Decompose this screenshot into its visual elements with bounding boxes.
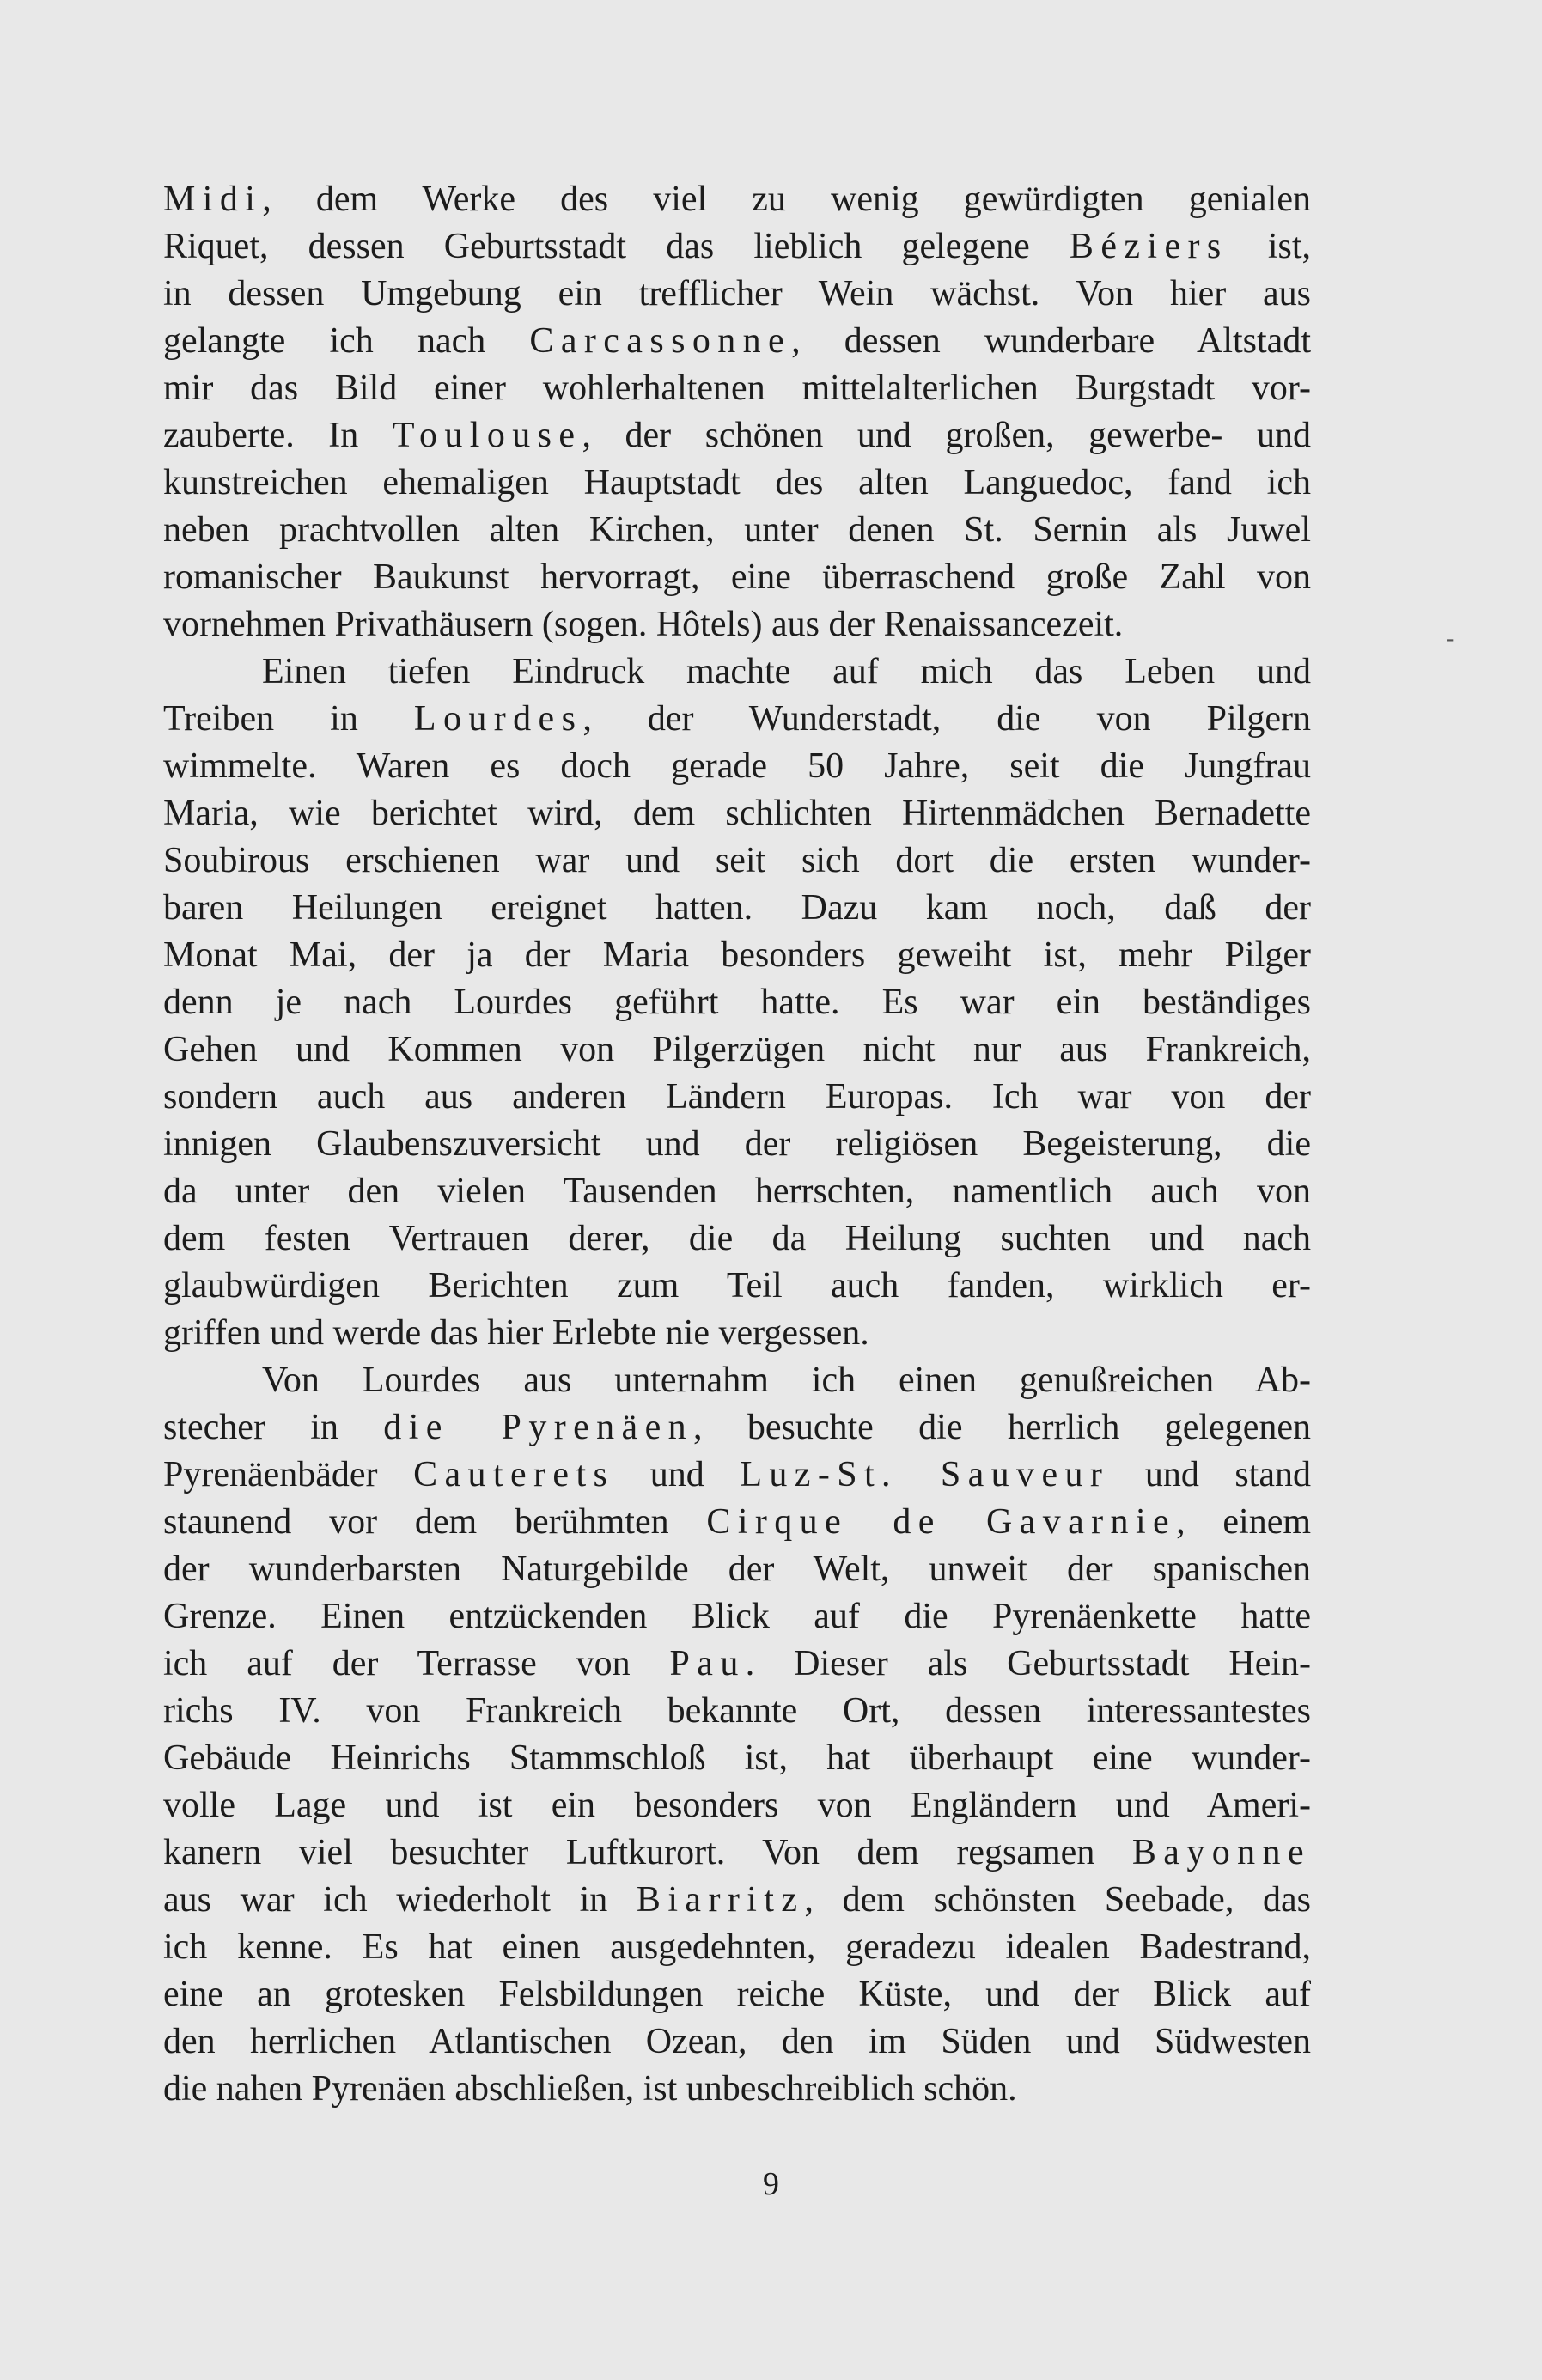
text-segment: Von Lourdes aus unternahm ich einen genußreichen Ab- <box>262 1360 1311 1400</box>
text-segment: Maria, wie berichtet wird, dem schlichten Hirtenmädchen Bernadette <box>163 794 1311 833</box>
text-line <box>163 790 1311 837</box>
emphasized-place-name: Bayonne <box>1131 1833 1311 1872</box>
text-line <box>163 1357 1311 1404</box>
text-line <box>163 1404 1311 1452</box>
text-line <box>163 223 1311 271</box>
text-segment: den herrlichen Atlantischen Ozean, den im Süden und Südwesten <box>163 2022 1311 2061</box>
text-segment: denn je nach Lourdes geführt hatte. Es war ein beständiges <box>163 983 1311 1022</box>
emphasized-place-name: die Pyrenäen <box>383 1408 694 1447</box>
text-segment: , der Wunderstadt, die von Pilgern <box>582 699 1311 739</box>
text-segment: Riquet, dessen Geburtsstadt das lieblich gelegene <box>163 227 1070 266</box>
emphasized-place-name: Cauterets <box>413 1455 615 1494</box>
text-segment: Soubirous erschienen war und seit sich dort die ersten wunder- <box>163 841 1311 880</box>
text-line <box>163 1829 1311 1877</box>
text-line <box>163 271 1311 318</box>
text-line <box>163 1735 1311 1782</box>
emphasized-place-name: Lourdes <box>413 699 583 739</box>
text-line <box>163 1924 1311 1971</box>
text-segment: staunend vor dem berühmten <box>163 1502 707 1542</box>
text-segment: , dessen wunderbare Altstadt <box>791 321 1311 361</box>
text-segment: und stand <box>1109 1455 1311 1494</box>
text-segment: kunstreichen ehemaligen Hauptstadt des alten Languedoc, fand ich <box>163 463 1311 502</box>
text-segment: in dessen Umgebung ein trefflicher Wein wächst. Von hier aus <box>163 274 1311 313</box>
text-segment: vornehmen Privathäusern (sogen. Hôtels) aus der Renaissancezeit. <box>163 605 1124 644</box>
text-segment: mir das Bild einer wohlerhaltenen mittelalterlichen Burgstadt vor- <box>163 368 1311 408</box>
text-segment: Gehen und Kommen von Pilgerzügen nicht nur aus Frankreich, <box>163 1030 1311 1069</box>
text-segment: der wunderbarsten Naturgebilde der Welt, unweit der spanischen <box>163 1549 1311 1589</box>
text-segment: Pyrenäenbäder <box>163 1455 414 1494</box>
text-segment: Treiben in <box>163 699 414 739</box>
text-segment: neben prachtvollen alten Kirchen, unter denen St. Sernin als Juwel <box>163 510 1311 550</box>
text-line <box>163 460 1311 507</box>
emphasized-place-name: Carcassonne <box>529 321 792 361</box>
margin-mark: - <box>1446 625 1454 652</box>
text-segment: , einem <box>1176 1502 1311 1542</box>
text-line <box>163 412 1311 460</box>
text-segment: kanern viel besuchter Luftkurort. Von dem regsamen <box>163 1833 1132 1872</box>
text-line <box>163 1546 1311 1593</box>
text-line <box>163 932 1311 979</box>
text-line <box>163 1688 1311 1735</box>
text-line <box>163 1877 1311 1924</box>
text-segment: , besuchte die herrlich gelegenen <box>693 1408 1312 1447</box>
text-line <box>163 837 1311 885</box>
text-line <box>163 507 1311 554</box>
text-line <box>163 176 1311 223</box>
text-segment: , dem Werke des viel zu wenig gewürdigten genialen <box>262 180 1311 219</box>
body-text <box>163 176 1311 2113</box>
emphasized-place-name: Cirque de Gavarnie <box>706 1502 1177 1542</box>
text-line <box>163 1263 1311 1310</box>
text-segment: sondern auch aus anderen Ländern Europas. Ich war von der <box>163 1077 1311 1117</box>
text-line <box>163 1499 1311 1546</box>
text-segment: aus war ich wiederholt in <box>163 1880 637 1920</box>
text-segment: und <box>614 1455 741 1494</box>
emphasized-place-name: Béziers <box>1069 227 1228 266</box>
text-line <box>163 1452 1311 1499</box>
emphasized-place-name: Biarritz <box>636 1880 805 1920</box>
text-segment: volle Lage und ist ein besonders von Engländern und Ameri- <box>163 1786 1311 1825</box>
text-line <box>163 601 1311 648</box>
text-segment: , dem schönsten Seebade, das <box>804 1880 1311 1920</box>
text-line <box>163 1121 1311 1168</box>
text-line <box>163 885 1311 932</box>
text-line <box>163 1782 1311 1829</box>
text-segment: ich auf der Terrasse von <box>163 1644 670 1683</box>
text-segment: die nahen Pyrenäen abschließen, ist unbeschreiblich schön. <box>163 2069 1017 2109</box>
text-segment: , der schönen und großen, gewerbe- und <box>582 416 1311 455</box>
text-segment: stecher in <box>163 1408 384 1447</box>
text-line <box>163 1074 1311 1121</box>
emphasized-place-name: Pau <box>669 1644 746 1683</box>
text-segment: eine an grotesken Felsbildungen reiche Küste, und der Blick auf <box>163 1975 1311 2014</box>
text-segment: Monat Mai, der ja der Maria besonders geweiht ist, mehr Pilger <box>163 935 1311 975</box>
text-line <box>163 1026 1311 1074</box>
text-line <box>163 979 1311 1026</box>
text-line <box>163 1971 1311 2018</box>
text-segment: gelangte ich nach <box>163 321 530 361</box>
text-segment: Einen tiefen Eindruck machte auf mich das Leben und <box>262 652 1311 691</box>
text-line <box>163 1593 1311 1640</box>
text-segment: Gebäude Heinrichs Stammschloß ist, hat überhaupt eine wunder- <box>163 1738 1311 1778</box>
text-line <box>163 648 1311 696</box>
text-segment: romanischer Baukunst hervorragt, eine überraschend große Zahl von <box>163 557 1311 597</box>
text-line <box>163 1640 1311 1688</box>
text-segment: griffen und werde das hier Erlebte nie vergessen. <box>163 1313 869 1353</box>
text-segment: innigen Glaubenszuversicht und der religiösen Begeisterung, die <box>163 1124 1311 1164</box>
text-line <box>163 1215 1311 1263</box>
text-segment: baren Heilungen ereignet hatten. Dazu kam noch, daß der <box>163 888 1311 928</box>
text-segment: ist, <box>1228 227 1311 266</box>
text-line <box>163 1310 1311 1357</box>
text-segment: richs IV. von Frankreich bekannte Ort, dessen interessantestes <box>163 1691 1311 1731</box>
text-segment: Grenze. Einen entzückenden Blick auf die Pyrenäenkette hatte <box>163 1597 1311 1636</box>
text-line <box>163 1168 1311 1215</box>
text-line <box>163 2066 1311 2113</box>
emphasized-place-name: Toulouse <box>392 416 582 455</box>
emphasized-place-name: Luz-St. Sauveur <box>740 1455 1110 1494</box>
text-segment: wimmelte. Waren es doch gerade 50 Jahre, seit die Jungfrau <box>163 746 1311 786</box>
text-segment: dem festen Vertrauen derer, die da Heilung suchten und nach <box>163 1219 1311 1258</box>
page-number: 9 <box>763 2166 779 2202</box>
text-segment: . Dieser als Geburtsstadt Hein- <box>745 1644 1311 1683</box>
text-segment: ich kenne. Es hat einen ausgedehnten, geradezu idealen Badestrand, <box>163 1927 1311 1967</box>
text-line <box>163 696 1311 743</box>
text-line <box>163 743 1311 790</box>
text-line <box>163 318 1311 365</box>
text-line <box>163 365 1311 412</box>
emphasized-place-name: Midi <box>163 180 263 219</box>
text-segment: zauberte. In <box>163 416 393 455</box>
text-line <box>163 2018 1311 2066</box>
text-segment: da unter den vielen Tausenden herrschten, namentlich auch von <box>163 1172 1311 1211</box>
text-line <box>163 554 1311 601</box>
text-segment: glaubwürdigen Berichten zum Teil auch fanden, wirklich er- <box>163 1266 1311 1306</box>
